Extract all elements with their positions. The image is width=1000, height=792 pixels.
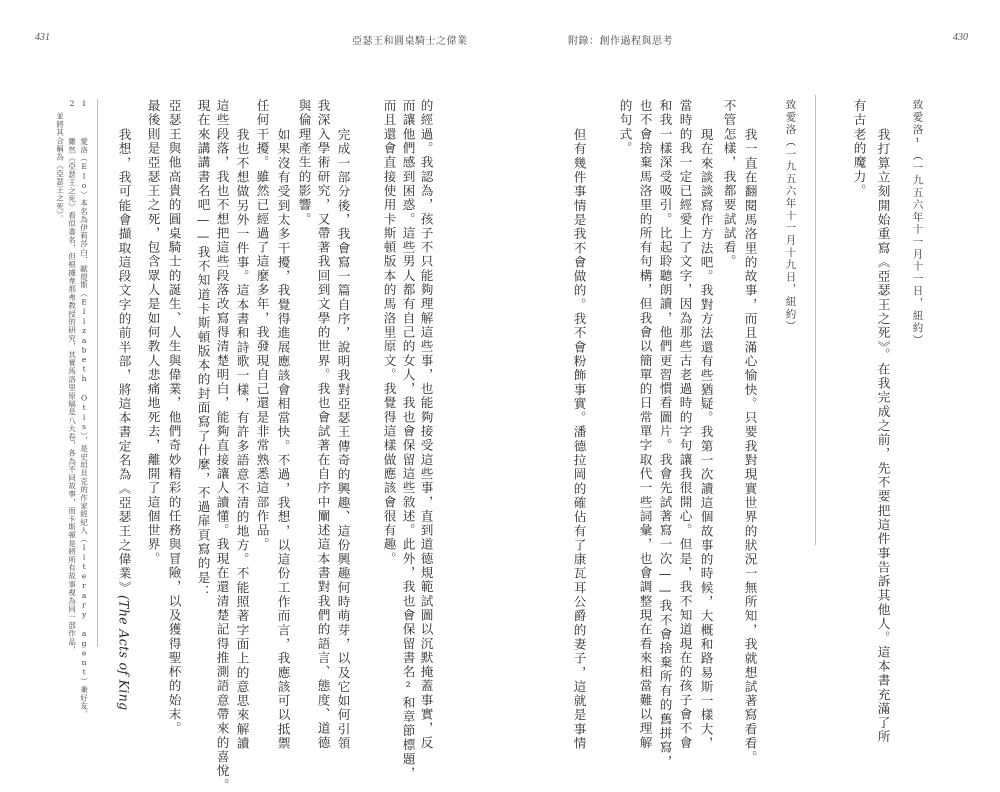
running-head-left: 亞瑟王和圓桌騎士之偉業 (352, 36, 468, 47)
letter-body-column: 但有幾件事情是我不會做的。我不會粉飾事實。潘德拉岡的確佔有了康瓦耳公爵的妻子，這就是事情 (571, 128, 587, 751)
latin-title: (The Acts of King (116, 594, 132, 711)
letter-body-column: 現在來談談寫作方法吧。我對方法還有些猶疑。我第一次讀這個故事的時候，大概和路易斯一樣大， (698, 128, 714, 751)
letter-body-column: 當時的我一定已經愛上了文字，因為那些古老過時的字句讓我很開心。但是，我不知道現在的孩子會不會 (677, 99, 693, 750)
body-column: 的經過。我認為，孩子不只能夠理解這些事，也能夠接受這些事，直到道德規範試圖以沉默掩蓋事實，反 (418, 99, 434, 750)
right-page (500, 0, 1000, 769)
footnote-2 (68, 99, 76, 654)
letter-body-column: 我打算立刻開始重寫《亞瑟王之死》。在我完成之前，先不要把這件事告訴其他人。這本書充滿了所 (875, 128, 891, 745)
letter-body-column: 不管怎樣，我都要試試看。 (721, 99, 737, 269)
letter-body-column: 也不會捨棄馬洛里的所有句構，但我會以簡單的日常單字取代一些詞彙，也會調整現在看來相當難以理解 (637, 99, 653, 750)
letter-divider (815, 95, 816, 545)
body-column: 我也不想做另外一件事。這本書和詩歌一樣，有許多語意不清的地方。不能照著字面上的意思來解讀 (234, 128, 250, 751)
body-column: 與倫理產生的影響。 (296, 99, 312, 227)
footnote-number: 2 (67, 99, 77, 109)
body-column: 而且還會直接使用卡斯頓版本的馬洛里原文。我覺得這樣做應該會很有趣。 (381, 99, 397, 566)
body-column: 亞瑟王與他高貴的圓桌騎士的誕生、人生與偉業，他們奇妙精彩的任務與冒險，以及獲得聖杯的始末。 (166, 99, 182, 736)
footnote-number: 1 (79, 99, 89, 109)
page-number-right: 430 (953, 32, 968, 43)
letter-body-column: 我一直在翻閱馬洛里的故事，而且滿心愉快。只要我對現實世界的狀況一無所知，我就想試著寫看看。 (742, 128, 758, 765)
body-column: 現在來講講書名吧——我不知道卡斯頓版本的封面寫了什麼，不過扉頁寫的是： (195, 99, 211, 600)
footnote-2-cont: 並將其合稱為《亞瑟王之死》。 (55, 112, 65, 223)
body-column: 我深入學術研究，又帶著我回到文學的世界。我也會試著在自序中闡述這本書對我們的語言、態度、道德 (315, 99, 331, 750)
body-column-last (117, 128, 130, 710)
body-column: 如果沒有受到太多干擾，我覺得進展應該會相當快。不過，我想，以這份工作而言，我應該可以抵禦 (275, 128, 291, 751)
footnote-1 (80, 99, 88, 718)
letter-body-column: 有古老的魔力。 (851, 99, 867, 199)
page-number-left: 431 (35, 32, 50, 43)
footnote-text: 愛洛（Elo）本名為伊莉莎白．歐提斯（Elizabeth Otis），是史坦貝克的作家經紀人（literary agent）兼好友。 (79, 137, 89, 719)
body-column-text: 我想，我可能會擷取這段文字的前半部，將這本書定名為《亞瑟王之偉業》 (116, 128, 132, 595)
body-column: 最後則是亞瑟王之死，包含眾人是如何教人悲痛地死去，離開了這個世界。 (145, 99, 161, 566)
running-head-right: 附錄：創作過程與思考 (568, 36, 673, 47)
body-column: 任何干擾。雖然已經過了這麼多年，我發現自己還是非常熟悉這部作品。 (254, 99, 270, 552)
body-column: 完成一部分後，我會寫一篇自序，說明我對亞瑟王傳奇的興趣、這份興趣何時萌芽，以及它如何引領 (335, 128, 351, 751)
footnote-text: 雖然《亞瑟王之死》看似書名，但根據韋那弗教授的研究，其實馬洛里原稿是八大卷，各為不同故事，而卡斯頓是將所有故事視為同一部作品， (67, 137, 77, 655)
letter-dateline: 致愛洛（一九五六年十一月十九日，紐約） (784, 99, 797, 333)
letter-body-column: 的句式。 (617, 99, 633, 156)
body-column: 這些段落，我也不想把這些段落改寫得清楚明白，能夠直接讓人讀懂。我現在還清楚記得推測語意帶來的喜悅。 (214, 99, 230, 792)
footnote-divider (97, 99, 98, 647)
body-column: 而讓他們感到困惑。這些男人都有自己的女人，我也會保留這些敘述。此外，我也會保留書名²和章節標題， (400, 99, 416, 781)
letter-body-column: 和我一樣深受吸引。比起聆聽朗讀，他們更習慣看圖片。我會先試著寫一次——我不會捨棄所有的舊拼寫， (657, 99, 673, 769)
letter-dateline: 致愛洛¹（一九五六年十一月十一日，紐約） (911, 99, 924, 347)
